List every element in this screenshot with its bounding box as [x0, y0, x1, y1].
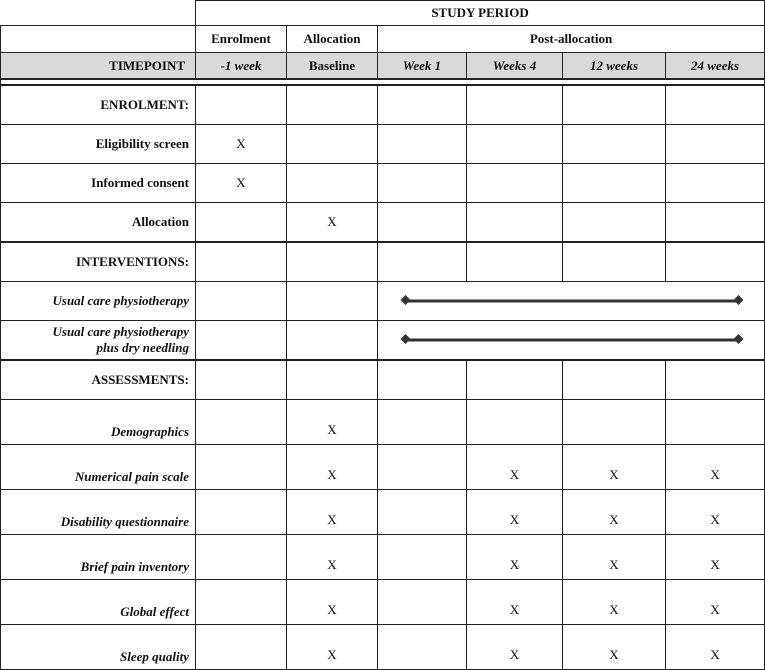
table-row-sleep-quality — [1, 625, 765, 670]
enrolment-section-title: ENROLMENT: — [1, 85, 196, 125]
row-label: Numerical pain scale — [1, 445, 196, 490]
mark-cell: X — [563, 625, 666, 670]
allocation-header: Allocation — [287, 26, 378, 53]
mark-cell: X — [287, 400, 378, 445]
timepoint-12-weeks: 12 weeks — [563, 53, 666, 80]
header-row-study-period — [1, 1, 765, 26]
table-row-numerical-pain-scale — [1, 445, 765, 490]
mark-cell — [467, 203, 563, 243]
timepoint-week-1: Week 1 — [378, 53, 467, 80]
mark-cell — [563, 400, 666, 445]
mark-cell — [378, 535, 467, 580]
mark-cell — [196, 490, 287, 535]
mark-cell: X — [287, 203, 378, 243]
row-label: Global effect — [1, 580, 196, 625]
mark-cell: X — [563, 490, 666, 535]
mark-cell — [666, 125, 765, 164]
table-row-informed-consent — [1, 164, 765, 203]
mark-cell — [467, 400, 563, 445]
header-phase-blank — [1, 26, 196, 53]
mark-cell — [563, 125, 666, 164]
mark-cell — [666, 400, 765, 445]
mark-cell: X — [196, 164, 287, 203]
study-period-header: STUDY PERIOD — [196, 1, 765, 26]
mark-cell: X — [563, 445, 666, 490]
mark-cell — [196, 203, 287, 243]
enrolment-header: Enrolment — [196, 26, 287, 53]
mark-cell: X — [196, 125, 287, 164]
row-label-line-1: Usual care physiotherapy — [52, 324, 189, 339]
mark-cell: X — [563, 580, 666, 625]
mark-cell — [378, 580, 467, 625]
table-row-global-effect — [1, 580, 765, 625]
mark-cell — [287, 125, 378, 164]
mark-cell — [378, 445, 467, 490]
duration-bar — [406, 339, 738, 342]
timepoint-minus-1-week: -1 week — [196, 53, 287, 80]
mark-cell — [563, 203, 666, 243]
header-row-timepoints — [1, 53, 765, 80]
mark-cell — [563, 164, 666, 203]
mark-cell — [378, 400, 467, 445]
row-label: Usual care physiotherapy — [1, 282, 196, 321]
mark-cell: X — [467, 580, 563, 625]
mark-cell: X — [666, 580, 765, 625]
mark-cell: X — [666, 445, 765, 490]
mark-cell — [378, 490, 467, 535]
table-row-allocation — [1, 203, 765, 243]
mark-cell: X — [467, 535, 563, 580]
mark-cell: X — [467, 625, 563, 670]
table-row-disability-questionnaire — [1, 490, 765, 535]
mark-cell: X — [287, 625, 378, 670]
table-row-demographics — [1, 400, 765, 445]
table-row-usual-care — [1, 282, 765, 321]
row-label: Disability questionnaire — [1, 490, 196, 535]
mark-cell: X — [287, 580, 378, 625]
row-label — [1, 321, 196, 361]
duration-bar — [406, 300, 738, 303]
mark-cell: X — [287, 490, 378, 535]
mark-cell — [666, 164, 765, 203]
row-label: Demographics — [1, 400, 196, 445]
mark-cell — [378, 125, 467, 164]
mark-cell — [666, 203, 765, 243]
timepoint-24-weeks: 24 weeks — [666, 53, 765, 80]
timepoint-label: TIMEPOINT — [1, 53, 196, 80]
row-label: Sleep quality — [1, 625, 196, 670]
mark-cell: X — [563, 535, 666, 580]
post-allocation-header: Post-allocation — [378, 26, 765, 53]
header-corner-cell — [1, 1, 196, 26]
mark-cell — [196, 580, 287, 625]
mark-cell: X — [467, 445, 563, 490]
mark-cell: X — [666, 535, 765, 580]
mark-cell: X — [467, 490, 563, 535]
mark-cell — [378, 625, 467, 670]
assessments-section-row — [1, 360, 765, 400]
mark-cell — [378, 203, 467, 243]
timepoint-baseline: Baseline — [287, 53, 378, 80]
timepoint-weeks-4: Weeks 4 — [467, 53, 563, 80]
row-label: Brief pain inventory — [1, 535, 196, 580]
row-label: Informed consent — [1, 164, 196, 203]
mark-cell — [378, 164, 467, 203]
row-label-line-2: plus dry needling — [96, 340, 189, 355]
table-row-brief-pain-inventory — [1, 535, 765, 580]
mark-cell: X — [666, 625, 765, 670]
intervention-duration-span — [378, 321, 765, 361]
table-row-eligibility-screen — [1, 125, 765, 164]
mark-cell — [287, 164, 378, 203]
mark-cell: X — [287, 535, 378, 580]
mark-cell: X — [287, 445, 378, 490]
interventions-section-row — [1, 242, 765, 282]
header-row-phases — [1, 26, 765, 53]
mark-cell — [196, 400, 287, 445]
mark-cell — [196, 535, 287, 580]
mark-cell — [467, 125, 563, 164]
enrolment-section-row — [1, 85, 765, 125]
mark-cell — [467, 164, 563, 203]
assessments-section-title: ASSESSMENTS: — [1, 360, 196, 400]
row-label: Eligibility screen — [1, 125, 196, 164]
mark-cell — [196, 625, 287, 670]
mark-cell: X — [666, 490, 765, 535]
table-row-usual-care-dry-needling — [1, 321, 765, 361]
mark-cell — [196, 445, 287, 490]
intervention-duration-span — [378, 282, 765, 321]
interventions-section-title: INTERVENTIONS: — [1, 242, 196, 282]
row-label: Allocation — [1, 203, 196, 243]
